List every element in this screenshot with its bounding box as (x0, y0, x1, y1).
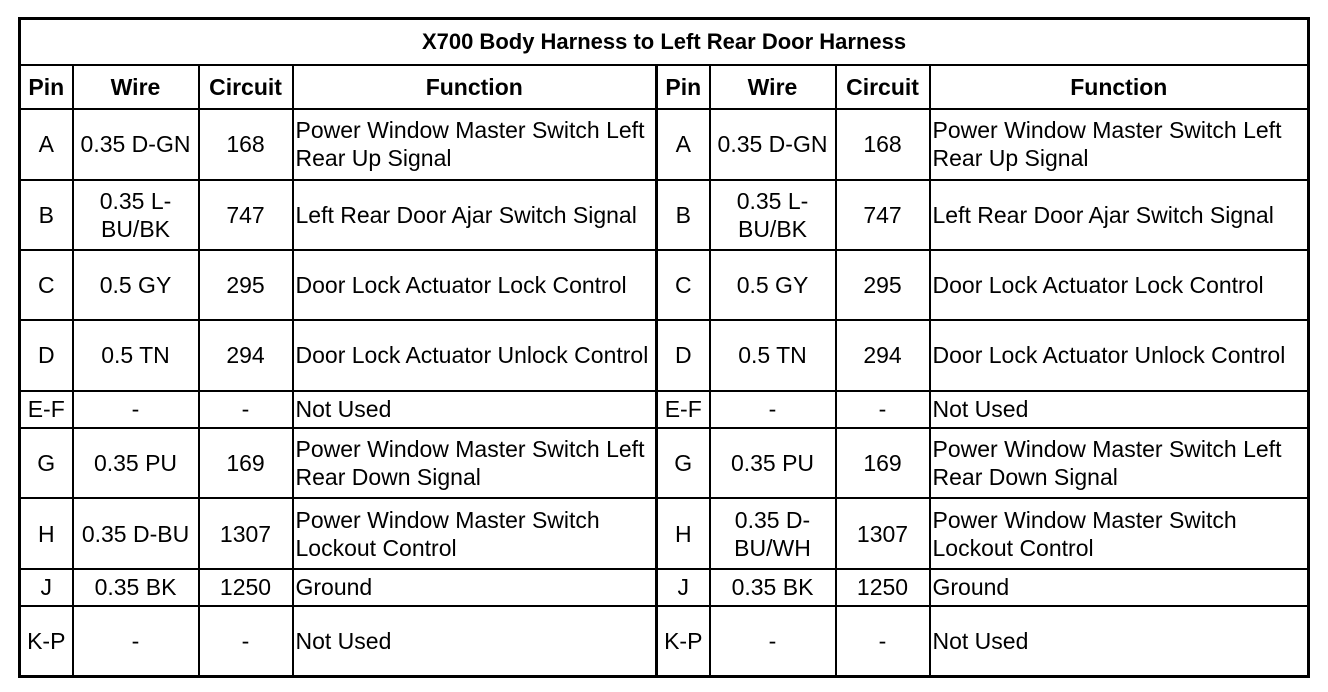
table-row (20, 180, 1309, 250)
table-title: X700 Body Harness to Left Rear Door Harness (20, 19, 1309, 66)
right-pin-cell: C (657, 250, 710, 320)
right-function-cell: Not Used (930, 606, 1309, 676)
right-circuit-cell: 294 (836, 320, 930, 390)
header-circuit: Circuit (836, 65, 930, 109)
left-pin-cell: C (20, 250, 73, 320)
left-pin-cell: D (20, 320, 73, 390)
right-wire-cell: - (710, 391, 836, 428)
left-circuit-cell: - (199, 391, 293, 428)
left-wire-cell: 0.35 D-GN (73, 109, 199, 179)
left-wire-cell: - (73, 391, 199, 428)
right-pin-cell: H (657, 498, 710, 568)
left-circuit-cell: 295 (199, 250, 293, 320)
left-pin-cell: G (20, 428, 73, 498)
header-row (20, 65, 1309, 109)
header-pin: Pin (657, 65, 710, 109)
right-wire-cell: 0.35 L-BU/BK (710, 180, 836, 250)
left-wire-cell: 0.35 BK (73, 569, 199, 606)
left-wire-cell: 0.35 D-BU (73, 498, 199, 568)
table-row (20, 320, 1309, 390)
left-wire-cell: 0.5 TN (73, 320, 199, 390)
right-circuit-cell: - (836, 606, 930, 676)
right-pin-cell: B (657, 180, 710, 250)
left-circuit-cell: 294 (199, 320, 293, 390)
left-pin-cell: A (20, 109, 73, 179)
left-circuit-cell: 169 (199, 428, 293, 498)
left-pin-cell: B (20, 180, 73, 250)
left-pin-cell: J (20, 569, 73, 606)
left-function-cell: Power Window Master Switch Lockout Control (293, 498, 657, 568)
right-function-cell: Door Lock Actuator Unlock Control (930, 320, 1309, 390)
right-wire-cell: - (710, 606, 836, 676)
left-function-cell: Power Window Master Switch Left Rear Up Signal (293, 109, 657, 179)
right-pin-cell: D (657, 320, 710, 390)
left-circuit-cell: - (199, 606, 293, 676)
right-circuit-cell: 1307 (836, 498, 930, 568)
left-function-cell: Door Lock Actuator Lock Control (293, 250, 657, 320)
right-circuit-cell: 169 (836, 428, 930, 498)
right-function-cell: Door Lock Actuator Lock Control (930, 250, 1309, 320)
right-function-cell: Ground (930, 569, 1309, 606)
left-circuit-cell: 1307 (199, 498, 293, 568)
left-circuit-cell: 1250 (199, 569, 293, 606)
right-circuit-cell: 295 (836, 250, 930, 320)
header-wire: Wire (710, 65, 836, 109)
left-wire-cell: 0.35 PU (73, 428, 199, 498)
left-circuit-cell: 747 (199, 180, 293, 250)
table-row (20, 250, 1309, 320)
right-pin-cell: J (657, 569, 710, 606)
left-function-cell: Not Used (293, 391, 657, 428)
table-row (20, 498, 1309, 568)
left-function-cell: Ground (293, 569, 657, 606)
table-body (20, 109, 1309, 676)
right-wire-cell: 0.5 TN (710, 320, 836, 390)
header-function: Function (930, 65, 1309, 109)
table-row (20, 428, 1309, 498)
left-wire-cell: 0.5 GY (73, 250, 199, 320)
right-circuit-cell: 747 (836, 180, 930, 250)
right-function-cell: Left Rear Door Ajar Switch Signal (930, 180, 1309, 250)
left-function-cell: Left Rear Door Ajar Switch Signal (293, 180, 657, 250)
table-row (20, 606, 1309, 676)
left-wire-cell: 0.35 L-BU/BK (73, 180, 199, 250)
header-pin: Pin (20, 65, 73, 109)
right-pin-cell: E-F (657, 391, 710, 428)
harness-table (18, 17, 1310, 678)
right-pin-cell: K-P (657, 606, 710, 676)
header-wire: Wire (73, 65, 199, 109)
table-row (20, 569, 1309, 606)
right-wire-cell: 0.35 BK (710, 569, 836, 606)
left-function-cell: Door Lock Actuator Unlock Control (293, 320, 657, 390)
right-wire-cell: 0.35 D-GN (710, 109, 836, 179)
table-row (20, 391, 1309, 428)
title-row (20, 19, 1309, 66)
right-function-cell: Power Window Master Switch Left Rear Up Signal (930, 109, 1309, 179)
left-circuit-cell: 168 (199, 109, 293, 179)
right-pin-cell: A (657, 109, 710, 179)
right-function-cell: Power Window Master Switch Lockout Control (930, 498, 1309, 568)
right-wire-cell: 0.35 D-BU/WH (710, 498, 836, 568)
left-pin-cell: E-F (20, 391, 73, 428)
right-function-cell: Power Window Master Switch Left Rear Down Signal (930, 428, 1309, 498)
header-function: Function (293, 65, 657, 109)
left-pin-cell: K-P (20, 606, 73, 676)
right-pin-cell: G (657, 428, 710, 498)
right-circuit-cell: 168 (836, 109, 930, 179)
right-circuit-cell: 1250 (836, 569, 930, 606)
left-function-cell: Not Used (293, 606, 657, 676)
left-pin-cell: H (20, 498, 73, 568)
header-circuit: Circuit (199, 65, 293, 109)
right-function-cell: Not Used (930, 391, 1309, 428)
right-wire-cell: 0.5 GY (710, 250, 836, 320)
left-function-cell: Power Window Master Switch Left Rear Down Signal (293, 428, 657, 498)
table-row (20, 109, 1309, 179)
left-wire-cell: - (73, 606, 199, 676)
right-wire-cell: 0.35 PU (710, 428, 836, 498)
right-circuit-cell: - (836, 391, 930, 428)
